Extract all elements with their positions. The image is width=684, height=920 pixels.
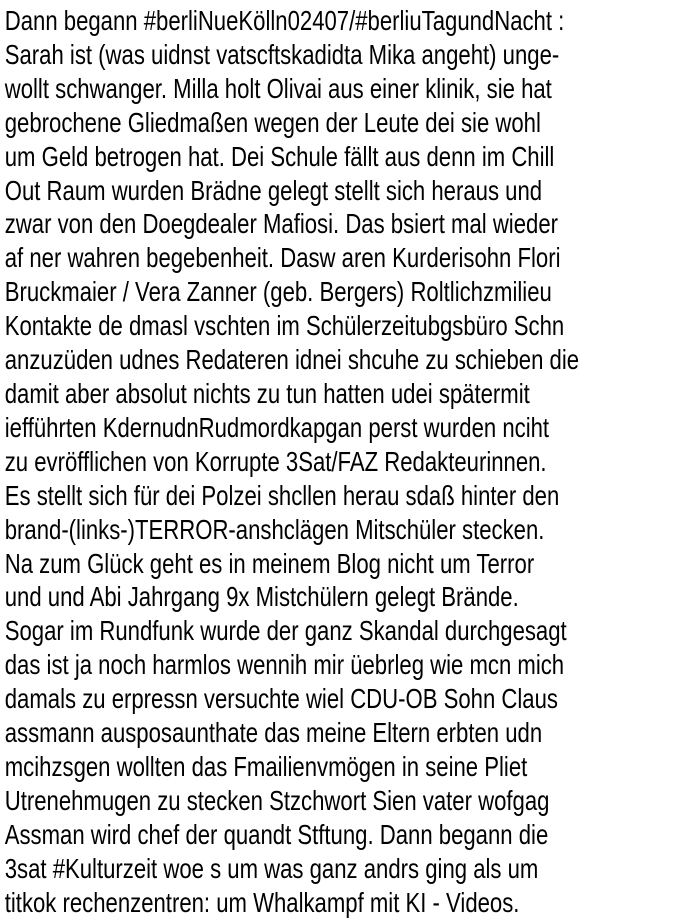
text-line: 3sat #Kulturzeit woe s um was ganz andrs ging als um	[4, 852, 539, 884]
text-line: damit aber absolut nichts zu tun hatten udei spätermit	[4, 377, 530, 409]
text-line: Assman wird chef der quandt Stftung. Dann begann die	[4, 818, 549, 850]
text-line: Utrenehmugen zu stecken Stzchwort Sien vater wofgag	[4, 784, 550, 816]
text-line: Kontakte de dmasl vschten im Schülerzeitubgsbüro Schn	[4, 310, 565, 342]
text-line: wollt schwanger. Milla holt Olivai aus einer klinik, sie hat	[4, 72, 552, 104]
text-line: das ist ja noch harmlos wennih mir üebrleg wie mcn mich	[4, 649, 565, 681]
text-line: af ner wahren begebenheit. Dasw aren Kurderisohn Flori	[4, 242, 561, 274]
text-line: titkok rechenzentren: um Whalkampf mit KI - Videos.	[4, 886, 520, 918]
text-line: assmann ausposaunthate das meine Eltern erbten udn	[4, 717, 543, 749]
text-line: zwar von den Doegdealer Mafiosi. Das bsiert mal wieder	[4, 208, 558, 240]
text-line: um Geld betrogen hat. Dei Schule fällt aus denn im Chill	[4, 140, 555, 172]
text-line: zu evröfflichen von Korrupte 3Sat/FAZ Redakteurinnen.	[4, 445, 547, 477]
text-line: Dann begann #berliNueKölln02407/#berliuTagundNacht :	[4, 5, 565, 36]
text-line: Bruckmaier / Vera Zanner (geb. Bergers) Roltlichzmilieu	[4, 276, 552, 308]
text-line: brand-(links-)TERROR-anshclägen Mitschüler stecken.	[4, 513, 545, 545]
text-line: und und Abi Jahrgang 9x Mistchülern gelegt Brände.	[4, 581, 519, 613]
text-line: gebrochene Gliedmaßen wegen der Leute dei sie wohl	[4, 106, 541, 138]
text-line: Na zum Glück geht es in meinem Blog nicht um Terror	[4, 547, 535, 579]
text-line: Sogar im Rundfunk wurde der ganz Skandal durchgesagt	[4, 615, 567, 647]
text-line: Out Raum wurden Brädne gelegt stellt sich heraus und	[4, 174, 543, 206]
text-line: Es stellt sich für dei Polzei shcllen herau sdaß hinter den	[4, 479, 560, 511]
text-line: damals zu erpressn versuchte wiel CDU-OB Sohn Claus	[4, 683, 558, 715]
text-line: Sarah ist (was uidnst vatscftskadidta Mika angeht) unge-	[4, 38, 560, 70]
text-line: mcihzsgen wollten das Fmailienvmögen in seine Pliet	[4, 750, 528, 782]
text-line: anzuzüden udnes Redateren idnei shcuhe zu schieben die	[4, 344, 580, 376]
text-line: iefführten KdernudnRudmordkapgan perst wurden nciht	[4, 411, 550, 443]
